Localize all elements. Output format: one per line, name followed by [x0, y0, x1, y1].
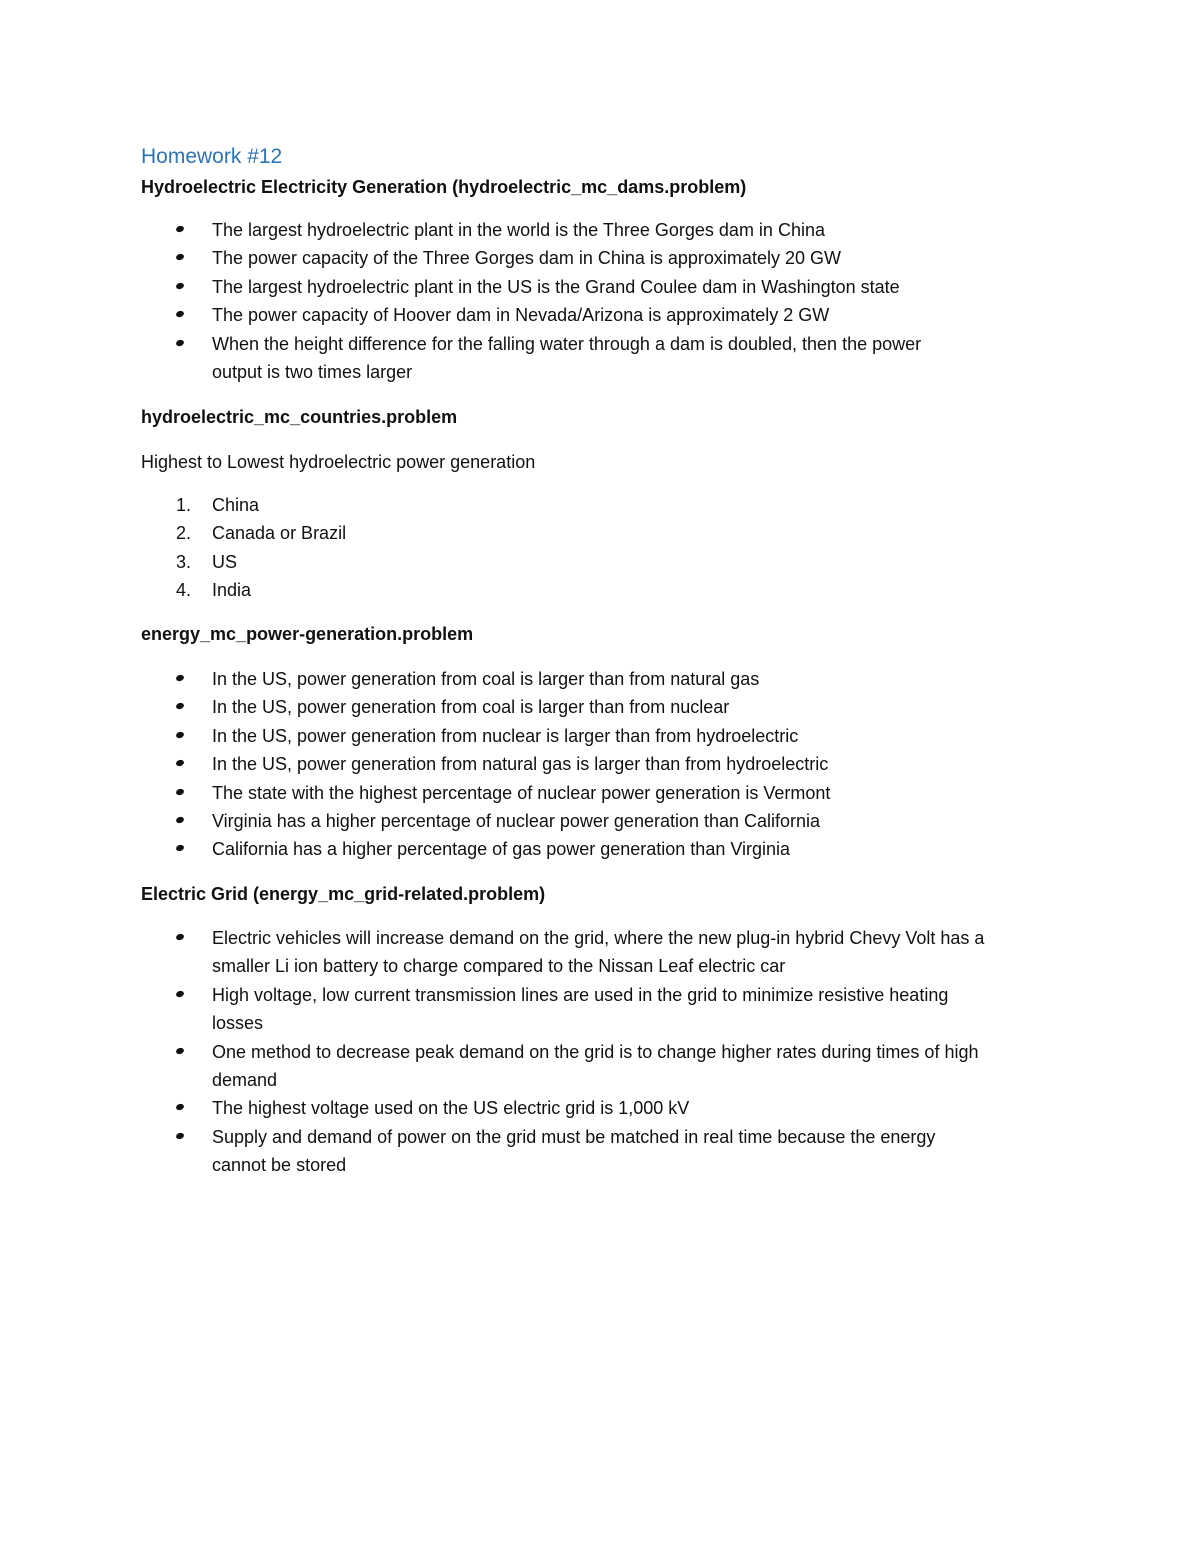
section-heading-power-generation: energy_mc_power-generation.problem [141, 624, 474, 644]
list-item: In the US, power generation from nuclear is larger than from hydroelectric [141, 722, 1071, 750]
ordered-list-countries [141, 491, 1071, 605]
bullet-icon [175, 816, 184, 824]
bullet-icon [175, 702, 184, 710]
bullet-icon [175, 1132, 184, 1140]
list-item: 4. India [176, 580, 252, 601]
list-item: 1. China [176, 495, 260, 515]
bullet-icon [175, 1103, 184, 1111]
list-item: High voltage, low current transmission lines are used in the grid to minimize resistive heating losses [141, 981, 1071, 1038]
list-item: In the US, power generation from coal is larger than from nuclear [141, 693, 1071, 721]
list-item: 2. Canada or Brazil [176, 523, 347, 544]
bullet-icon [175, 731, 184, 739]
bullet-icon [175, 674, 184, 682]
bullet-icon [175, 253, 184, 261]
bullet-list-electric-grid [141, 924, 1071, 1180]
bullet-icon [175, 1047, 184, 1055]
bullet-icon [175, 844, 184, 852]
list-item: Supply and demand of power on the grid must be matched in real time because the energy cannot be stored [141, 1123, 1071, 1180]
list-item: In the US, power generation from natural gas is larger than from hydroelectric [141, 750, 1071, 778]
bullet-icon [175, 990, 184, 998]
section-heading-dams: Hydroelectric Electricity Generation (hydroelectric_mc_dams.problem) [141, 177, 747, 197]
list-item: California has a higher percentage of gas power generation than Virginia [141, 835, 1071, 863]
section-heading-countries: hydroelectric_mc_countries.problem [141, 407, 458, 427]
list-item: The power capacity of the Three Gorges dam in China is approximately 20 GW [141, 244, 1071, 272]
list-item: When the height difference for the falling water through a dam is doubled, then the power output is two times larger [141, 330, 1071, 387]
list-item: The largest hydroelectric plant in the US is the Grand Coulee dam in Washington state [141, 273, 1071, 301]
list-item: Electric vehicles will increase demand on the grid, where the new plug-in hybrid Chevy Volt has a smaller Li ion battery to charge compared to the Nissan Leaf electric car [141, 924, 1071, 981]
list-item: In the US, power generation from coal is larger than from natural gas [141, 665, 1071, 693]
list-item: Virginia has a higher percentage of nuclear power generation than California [141, 807, 1071, 835]
list-item: One method to decrease peak demand on the grid is to change higher rates during times of high demand [141, 1038, 1071, 1095]
list-item: The largest hydroelectric plant in the world is the Three Gorges dam in China [141, 216, 1071, 244]
bullet-icon [175, 282, 184, 290]
list-item: The state with the highest percentage of nuclear power generation is Vermont [141, 779, 1071, 807]
bullet-icon [175, 310, 184, 318]
document-title: Homework #12 [141, 145, 283, 168]
bullet-icon [175, 339, 184, 347]
bullet-list-power-generation [141, 665, 1071, 864]
section-intro-countries: Highest to Lowest hydroelectric power generation [141, 452, 536, 472]
bullet-icon [175, 788, 184, 796]
bullet-icon [175, 225, 184, 233]
bullet-icon [175, 759, 184, 767]
bullet-icon [175, 933, 184, 941]
bullet-list-dams [141, 216, 1071, 386]
list-item: 3. US [176, 551, 238, 572]
section-heading-electric-grid: Electric Grid (energy_mc_grid-related.problem) [141, 884, 546, 904]
list-item: The power capacity of Hoover dam in Nevada/Arizona is approximately 2 GW [141, 301, 1071, 329]
list-item: The highest voltage used on the US electric grid is 1,000 kV [141, 1094, 1071, 1122]
